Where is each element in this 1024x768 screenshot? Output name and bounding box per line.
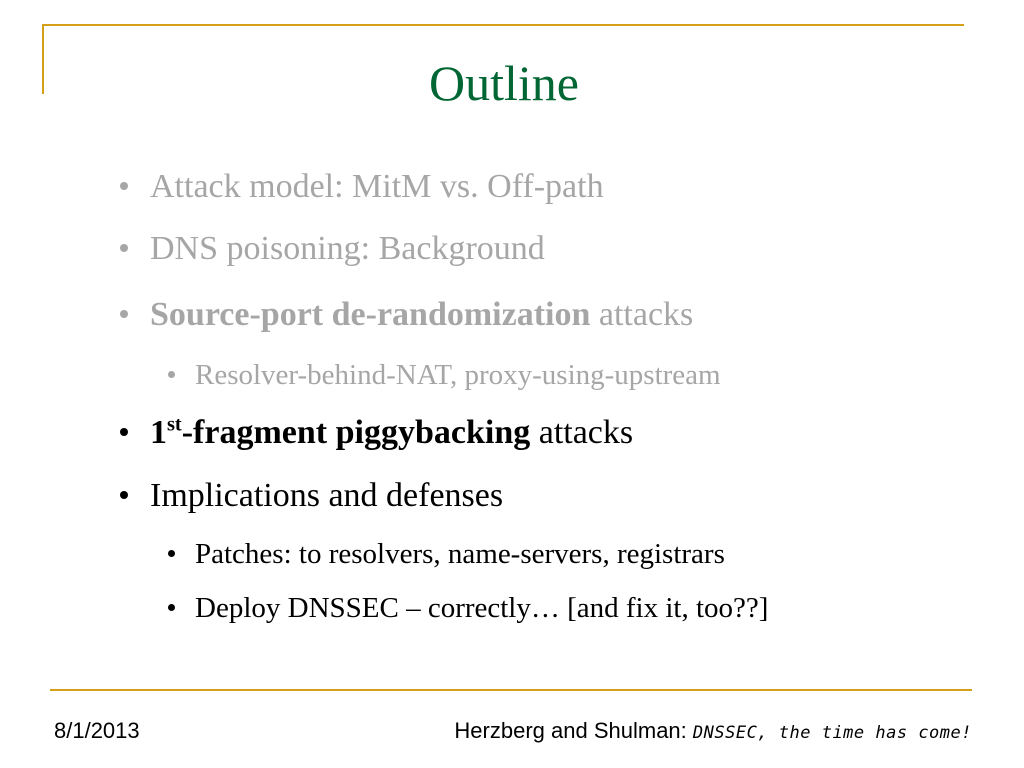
outline-subitem-deploy-dnssec <box>168 592 768 625</box>
outline-item-bold: Source-port de-randomization <box>150 296 591 333</box>
bullet-icon <box>120 491 128 499</box>
outline-item-implications <box>120 477 503 515</box>
outline-item-text: attacks <box>530 414 634 451</box>
bullet-icon <box>120 182 128 190</box>
bullet-icon <box>168 371 175 378</box>
outline-item-text: Implications and defenses <box>150 477 504 514</box>
outline-item-attack-model <box>120 168 604 206</box>
outline-item-superscript: st <box>167 413 182 436</box>
footer-credit <box>454 718 972 744</box>
outline-item-text: attacks <box>590 296 694 333</box>
footer-authors: Herzberg and Shulman: <box>454 718 693 743</box>
outline-item-bold: -fragment piggybacking <box>181 414 531 451</box>
bullet-icon <box>168 604 175 611</box>
footer-divider <box>50 689 972 691</box>
outline-subitem-resolver-nat <box>168 359 721 392</box>
bullet-icon <box>120 428 128 436</box>
outline-subitem-patches <box>168 538 725 571</box>
outline-item-text: Resolver-behind-NAT, proxy-using-upstream <box>195 359 721 391</box>
frame-top-line <box>42 24 964 26</box>
bullet-icon <box>120 310 128 318</box>
outline-item-fragment-piggybacking <box>120 414 633 452</box>
bullet-icon <box>120 244 128 252</box>
footer-date: 8/1/2013 <box>54 718 140 743</box>
outline-item-text: Patches: to resolvers, name-servers, registrars <box>195 538 725 570</box>
bullet-icon <box>168 550 175 557</box>
outline-item-text: Deploy DNSSEC – correctly… [and fix it, too??] <box>195 592 769 624</box>
footer-subtitle: DNSSEC, the time has come! <box>692 723 972 743</box>
slide-title: Outline <box>429 55 579 111</box>
outline-item-bold-prefix: 1 <box>150 414 167 451</box>
outline-item-source-port <box>120 296 693 334</box>
outline-item-dns-poisoning <box>120 230 545 268</box>
outline-item-text: Attack model: MitM vs. Off-path <box>150 168 604 205</box>
outline-item-text: DNS poisoning: Background <box>150 230 545 267</box>
